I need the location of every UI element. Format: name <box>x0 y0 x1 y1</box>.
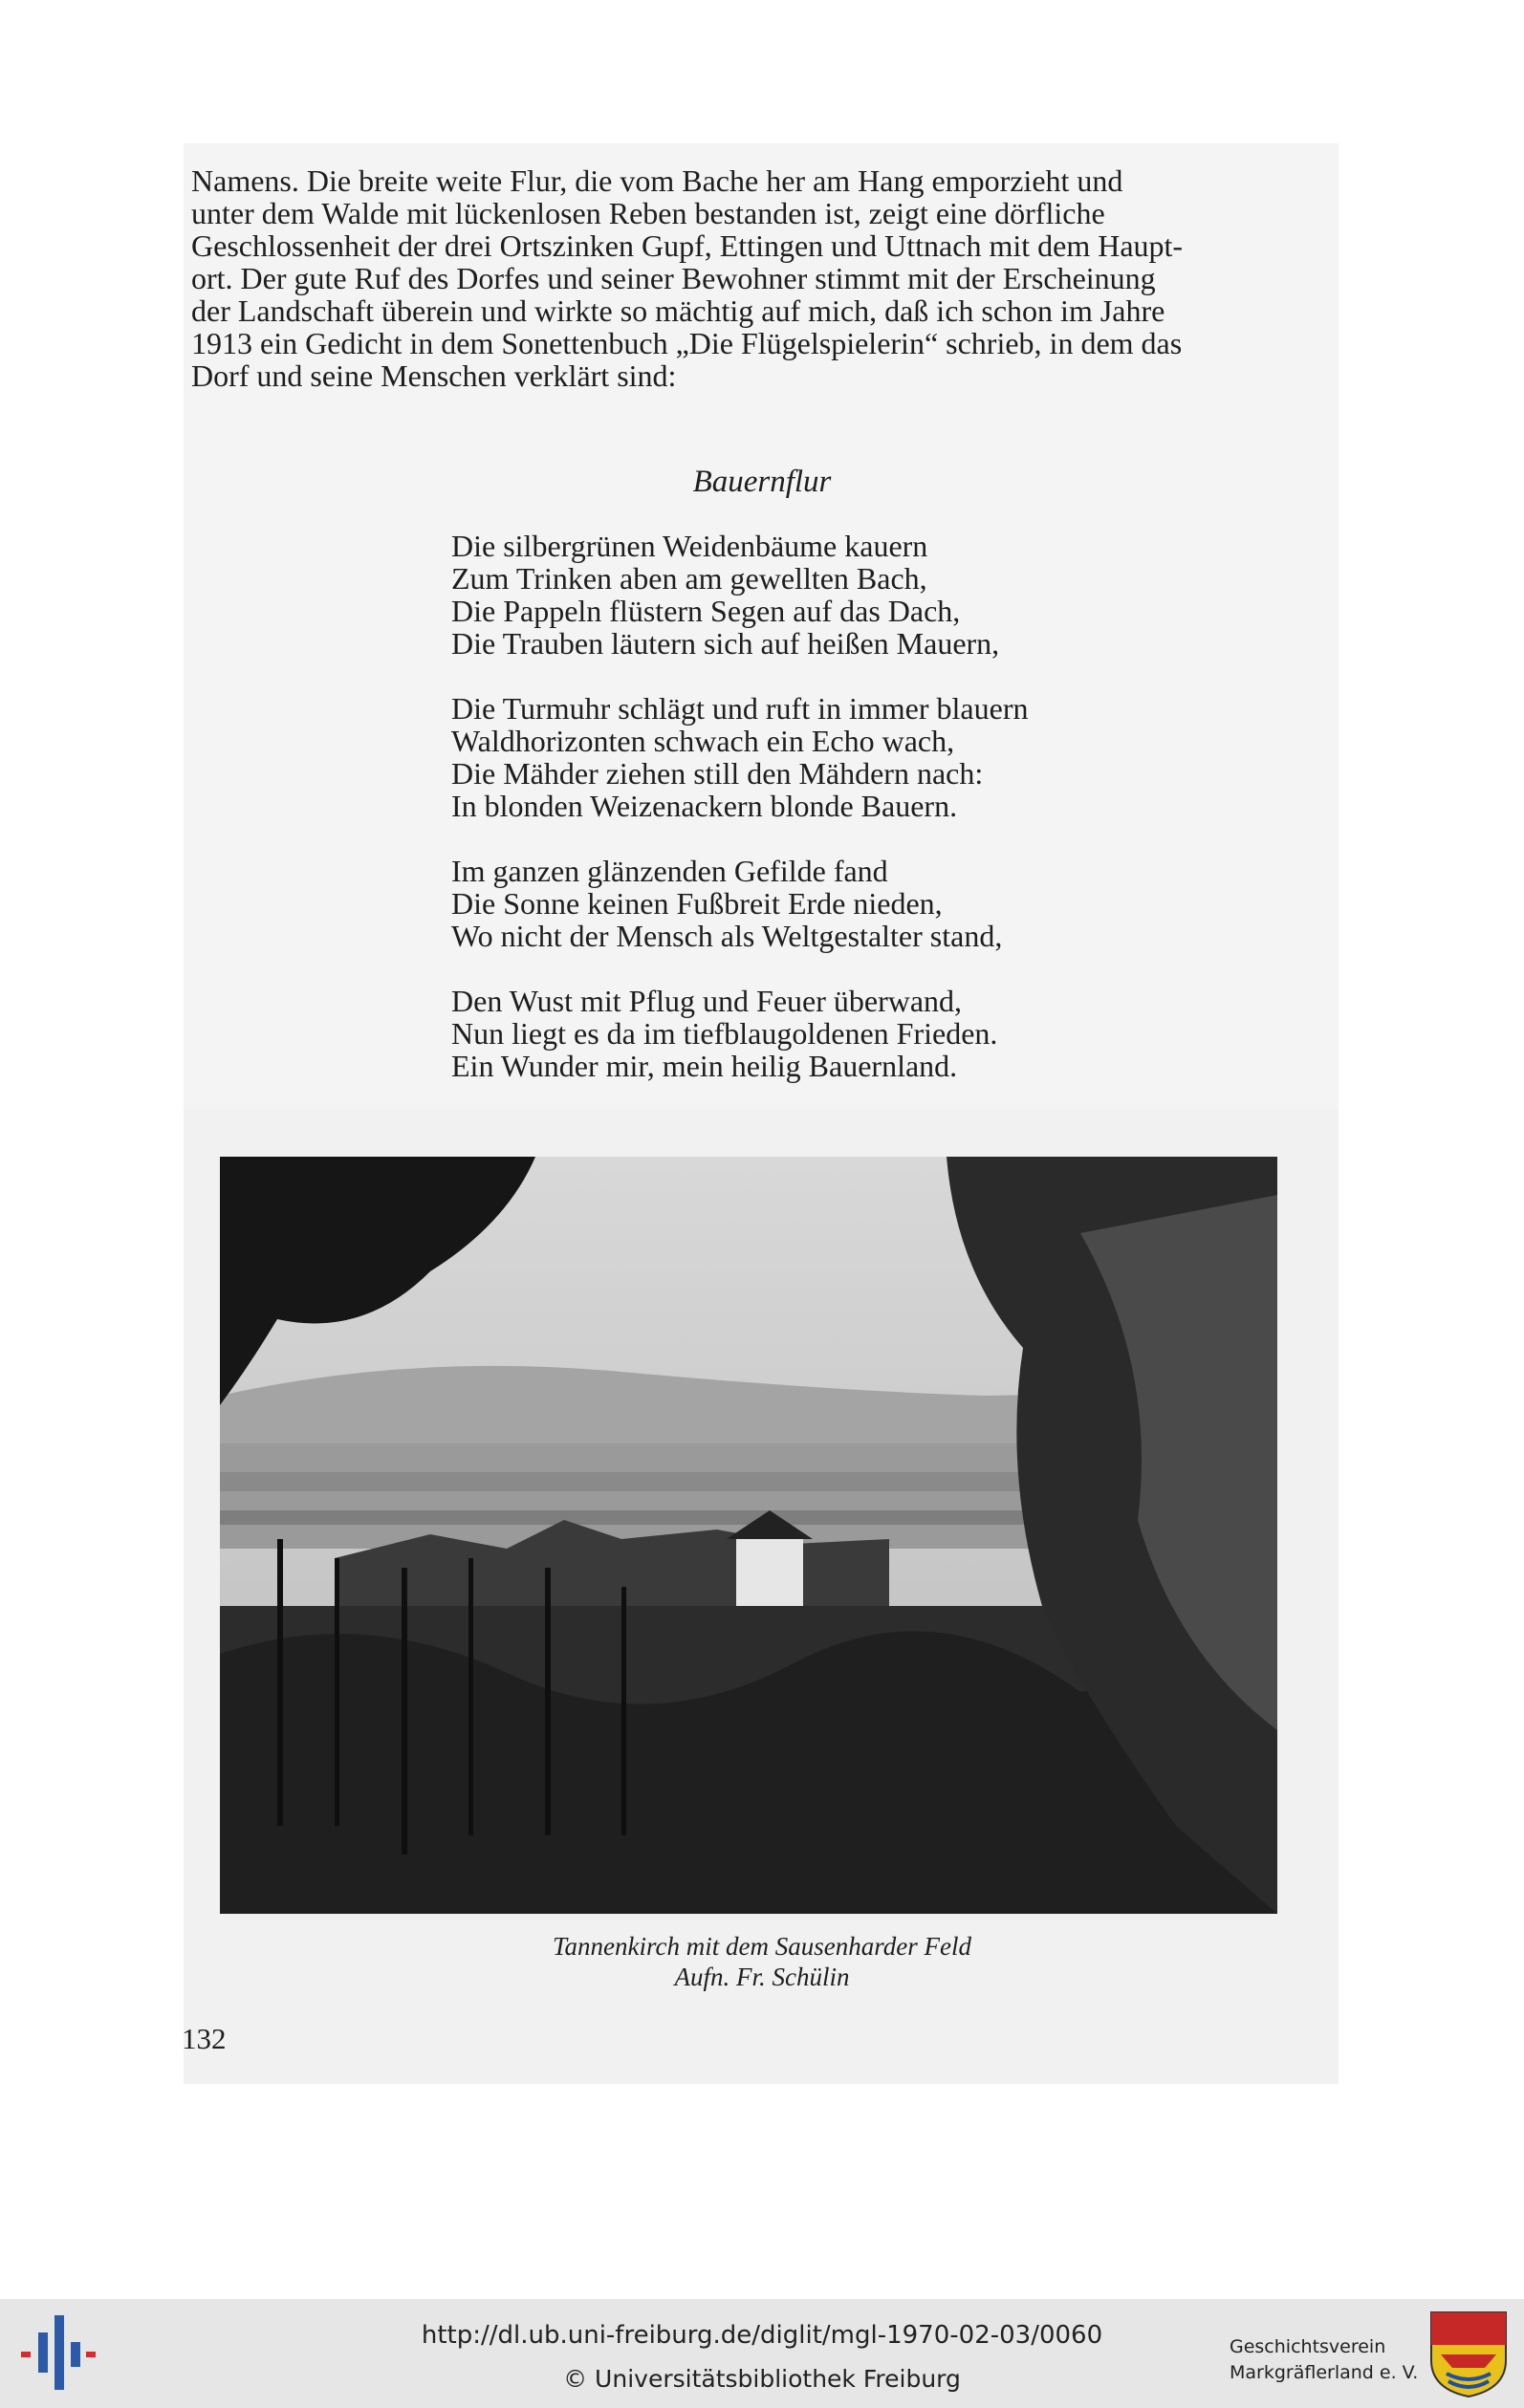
paragraph-line: ort. Der gute Ruf des Dorfes und seiner Bewohner stimmt mit der Erscheinung <box>191 261 1156 295</box>
poem-line: In blonden Weizenackern blonde Bauern. <box>451 789 958 823</box>
poem-stanza <box>451 985 1178 1082</box>
poem-stanza <box>451 692 1178 822</box>
copyright-notice: © Universitätsbibliothek Freiburg <box>563 2365 961 2393</box>
poem-line: Die Turmuhr schlägt und ruft in immer blauern <box>451 691 1029 726</box>
poem-line: Ein Wunder mir, mein heilig Bauernland. <box>451 1049 958 1083</box>
poem-title: Bauernflur <box>692 465 832 499</box>
poem-stanza <box>451 530 1178 660</box>
society-name <box>1230 2334 1418 2386</box>
paragraph-line: Namens. Die breite weite Flur, die vom Bache her am Hang emporzieht und <box>191 163 1123 198</box>
paragraph-line: Dorf und seine Menschen verklärt sind: <box>191 358 677 393</box>
document-link[interactable]: http://dl.ub.uni-freiburg.de/diglit/mgl-1970-02-03/0060 <box>421 2321 1103 2350</box>
poem-line: Die Sonne keinen Fußbreit Erde nieden, <box>451 886 943 921</box>
photo-credit: Aufn. Fr. Schülin <box>674 1963 850 1991</box>
paragraph-line: unter dem Walde mit lückenlosen Reben bestanden ist, zeigt eine dörfliche <box>191 196 1105 230</box>
poem-line: Die Mähder ziehen still den Mähdern nach: <box>451 756 984 791</box>
poem-line: Die Pappeln flüstern Segen auf das Dach, <box>451 594 961 628</box>
poem-line: Wo nicht der Mensch als Weltgestalter stand, <box>451 919 1003 953</box>
poem-line: Die silbergrünen Weidenbäume kauern <box>451 529 928 563</box>
poem <box>451 530 1178 1115</box>
society-line: Geschichtsverein <box>1230 2336 1386 2357</box>
page-number: 132 <box>182 2022 227 2055</box>
poem-line: Nun liegt es da im tiefblaugoldenen Frieden. <box>451 1016 998 1051</box>
landscape-photograph <box>220 1157 1277 1914</box>
paragraph-line: Geschlossenheit der drei Ortszinken Gupf, Ettingen und Uttnach mit dem Haupt- <box>191 228 1184 263</box>
poem-line: Waldhorizonten schwach ein Echo wach, <box>451 724 955 758</box>
poem-line: Zum Trinken aben am gewellten Bach, <box>451 561 927 596</box>
poem-line: Die Trauben läutern sich auf heißen Mauern, <box>451 626 1000 661</box>
photo-caption: Tannenkirch mit dem Sausenharder Feld <box>553 1932 971 1961</box>
body-paragraph <box>191 164 1317 392</box>
poem-stanza <box>451 855 1178 952</box>
paragraph-line: der Landschaft überein und wirkte so mächtig auf mich, daß ich schon im Jahre <box>191 293 1165 328</box>
society-line: Markgräflerland e. V. <box>1230 2362 1419 2383</box>
poem-line: Den Wust mit Pflug und Feuer überwand, <box>451 984 963 1018</box>
paragraph-line: 1913 ein Gedicht in dem Sonettenbuch „Die Flügelspielerin“ schrieb, in dem das <box>191 326 1183 360</box>
poem-line: Im ganzen glänzenden Gefilde fand <box>451 854 888 888</box>
coat-of-arms-icon <box>1429 2310 1508 2403</box>
